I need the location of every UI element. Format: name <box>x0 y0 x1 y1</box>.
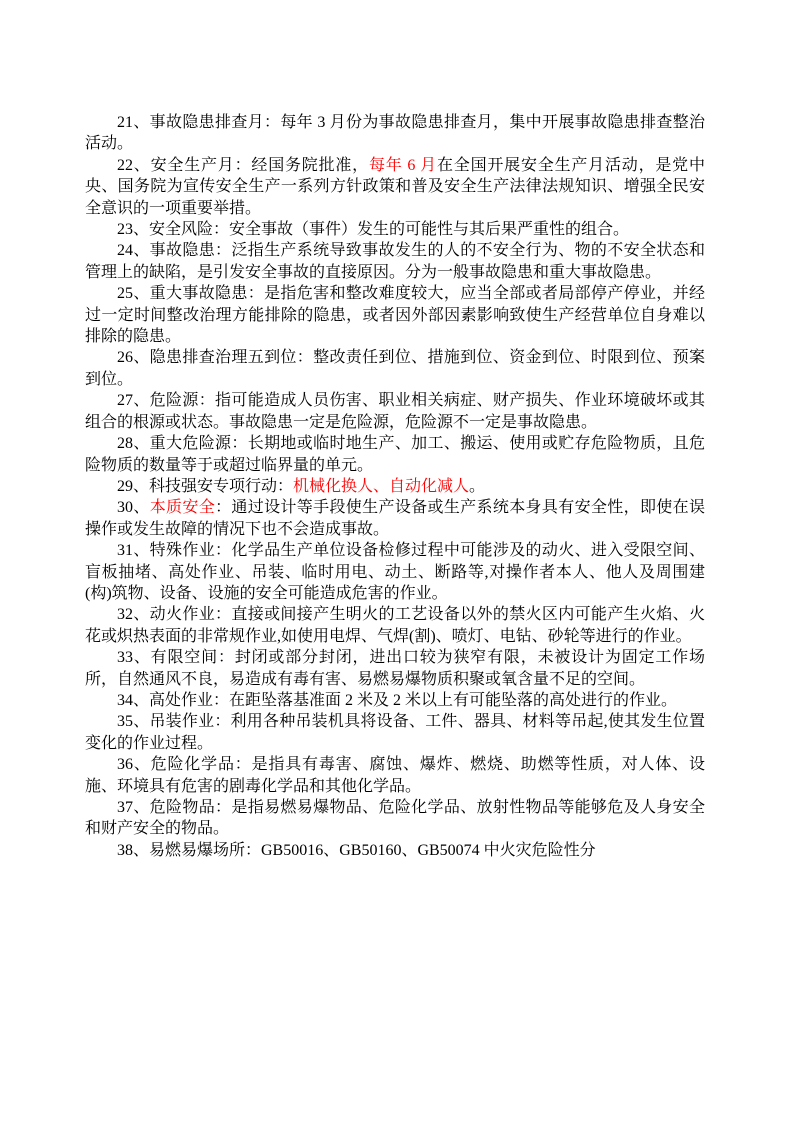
red-highlight-text: 本质安全 <box>149 499 216 517</box>
definition-paragraph <box>85 647 705 690</box>
body-text: 37、危险物品：是指易燃易爆物品、危险化学品、放射性物品等能够危及人身安全和财产安全的物品。 <box>85 799 705 838</box>
body-text: 29、科技强安专项行动： <box>117 477 294 495</box>
body-text: 22、安全生产月：经国务院批准， <box>117 156 369 174</box>
body-text: 28、重大危险源：长期地或临时地生产、加工、搬运、使用或贮存危险物质，且危险物质的数量等于或超过临界量的单元。 <box>85 435 705 474</box>
definition-paragraph <box>85 711 705 754</box>
definition-paragraph <box>85 540 705 604</box>
body-text: 32、动火作业：直接或间接产生明火的工艺设备以外的禁火区内可能产生火焰、火花或炽热表面的非常规作业,如使用电焊、气焊(割)、喷灯、电钻、砂轮等进行的作业。 <box>85 606 705 645</box>
body-text: 30、 <box>117 499 150 517</box>
definition-paragraph <box>85 797 705 840</box>
definition-paragraph <box>85 433 705 476</box>
body-text: 23、安全风险：安全事故（事件）发生的可能性与其后果严重性的组合。 <box>117 221 630 239</box>
body-text: 在全国开展安全生产月活动，是党中央、国务院为宣传安全生产一系列方针政策和普及安全生产法律法规知识、增强全民安全意识的一项重要举措。 <box>85 156 705 217</box>
definition-paragraph <box>85 840 705 861</box>
body-text: 34、高处作业：在距坠落基准面 2 米及 2 米以上有可能坠落的高处进行的作业。 <box>117 691 678 709</box>
body-text: 35、吊装作业：利用各种吊装机具将设备、工件、器具、材料等吊起,使其发生位置变化的作业过程。 <box>85 713 705 752</box>
definition-paragraph <box>85 155 705 219</box>
body-text: ：通过设计等手段使生产设备或生产系统本身具有安全性，即使在误操作或发生故障的情况下也不会造成事故。 <box>85 499 705 538</box>
body-text: 36、危险化学品：是指具有毒害、腐蚀、爆炸、燃烧、助燃等性质，对人体、设施、环境具有危害的剧毒化学品和其他化学品。 <box>85 756 705 795</box>
definition-paragraph <box>85 347 705 390</box>
body-text: 38、易燃易爆场所：GB50016、GB50160、GB50074 中火灾危险性分 <box>117 841 596 859</box>
definition-paragraph <box>85 240 705 283</box>
body-text: 21、事故隐患排查月：每年 3 月份为事故隐患排查月，集中开展事故隐患排查整治活动。 <box>85 114 705 153</box>
body-text: 31、特殊作业：化学品生产单位设备检修过程中可能涉及的动火、进入受限空间、盲板抽堵、高处作业、吊装、临时用电、动土、断路等,对操作者本人、他人及周围建(构)筑物、设备、设施的安全可能造成危害的作业。 <box>85 542 705 602</box>
definition-paragraph <box>85 112 705 155</box>
definition-paragraph <box>85 604 705 647</box>
definition-paragraph <box>85 476 705 497</box>
definition-paragraph <box>85 690 705 711</box>
definition-paragraph <box>85 497 705 540</box>
definition-paragraph <box>85 754 705 797</box>
body-text: 33、有限空间：封闭或部分封闭，进出口较为狭窄有限，未被设计为固定工作场所，自然通风不良，易造成有毒有害、易燃易爆物质积聚或氧含量不足的空间。 <box>85 649 705 688</box>
definition-paragraph <box>85 283 705 347</box>
red-highlight-text: 每年 6 月 <box>368 156 437 174</box>
body-text: 25、重大事故隐患：是指危害和整改难度较大，应当全部或者局部停产停业，并经过一定时间整改治理方能排除的隐患，或者因外部因素影响致使生产经营单位自身难以排除的隐患。 <box>85 285 705 346</box>
body-text: 27、危险源：指可能造成人员伤害、职业相关病症、财产损失、作业环境破坏或其组合的根源或状态。事故隐患一定是危险源，危险源不一定是事故隐患。 <box>85 392 705 431</box>
definition-paragraph <box>85 390 705 433</box>
body-text: 24、事故隐患：泛指生产系统导致事故发生的人的不安全行为、物的不安全状态和管理上的缺陷，是引发安全事故的直接原因。分为一般事故隐患和重大事故隐患。 <box>85 242 705 281</box>
body-text: 。 <box>469 477 486 495</box>
body-text: 26、隐患排查治理五到位：整改责任到位、措施到位、资金到位、时限到位、预案到位。 <box>85 349 705 388</box>
document-body <box>85 112 705 861</box>
definition-paragraph <box>85 219 705 240</box>
red-highlight-text: 机械化换人、自动化减人 <box>293 477 470 495</box>
